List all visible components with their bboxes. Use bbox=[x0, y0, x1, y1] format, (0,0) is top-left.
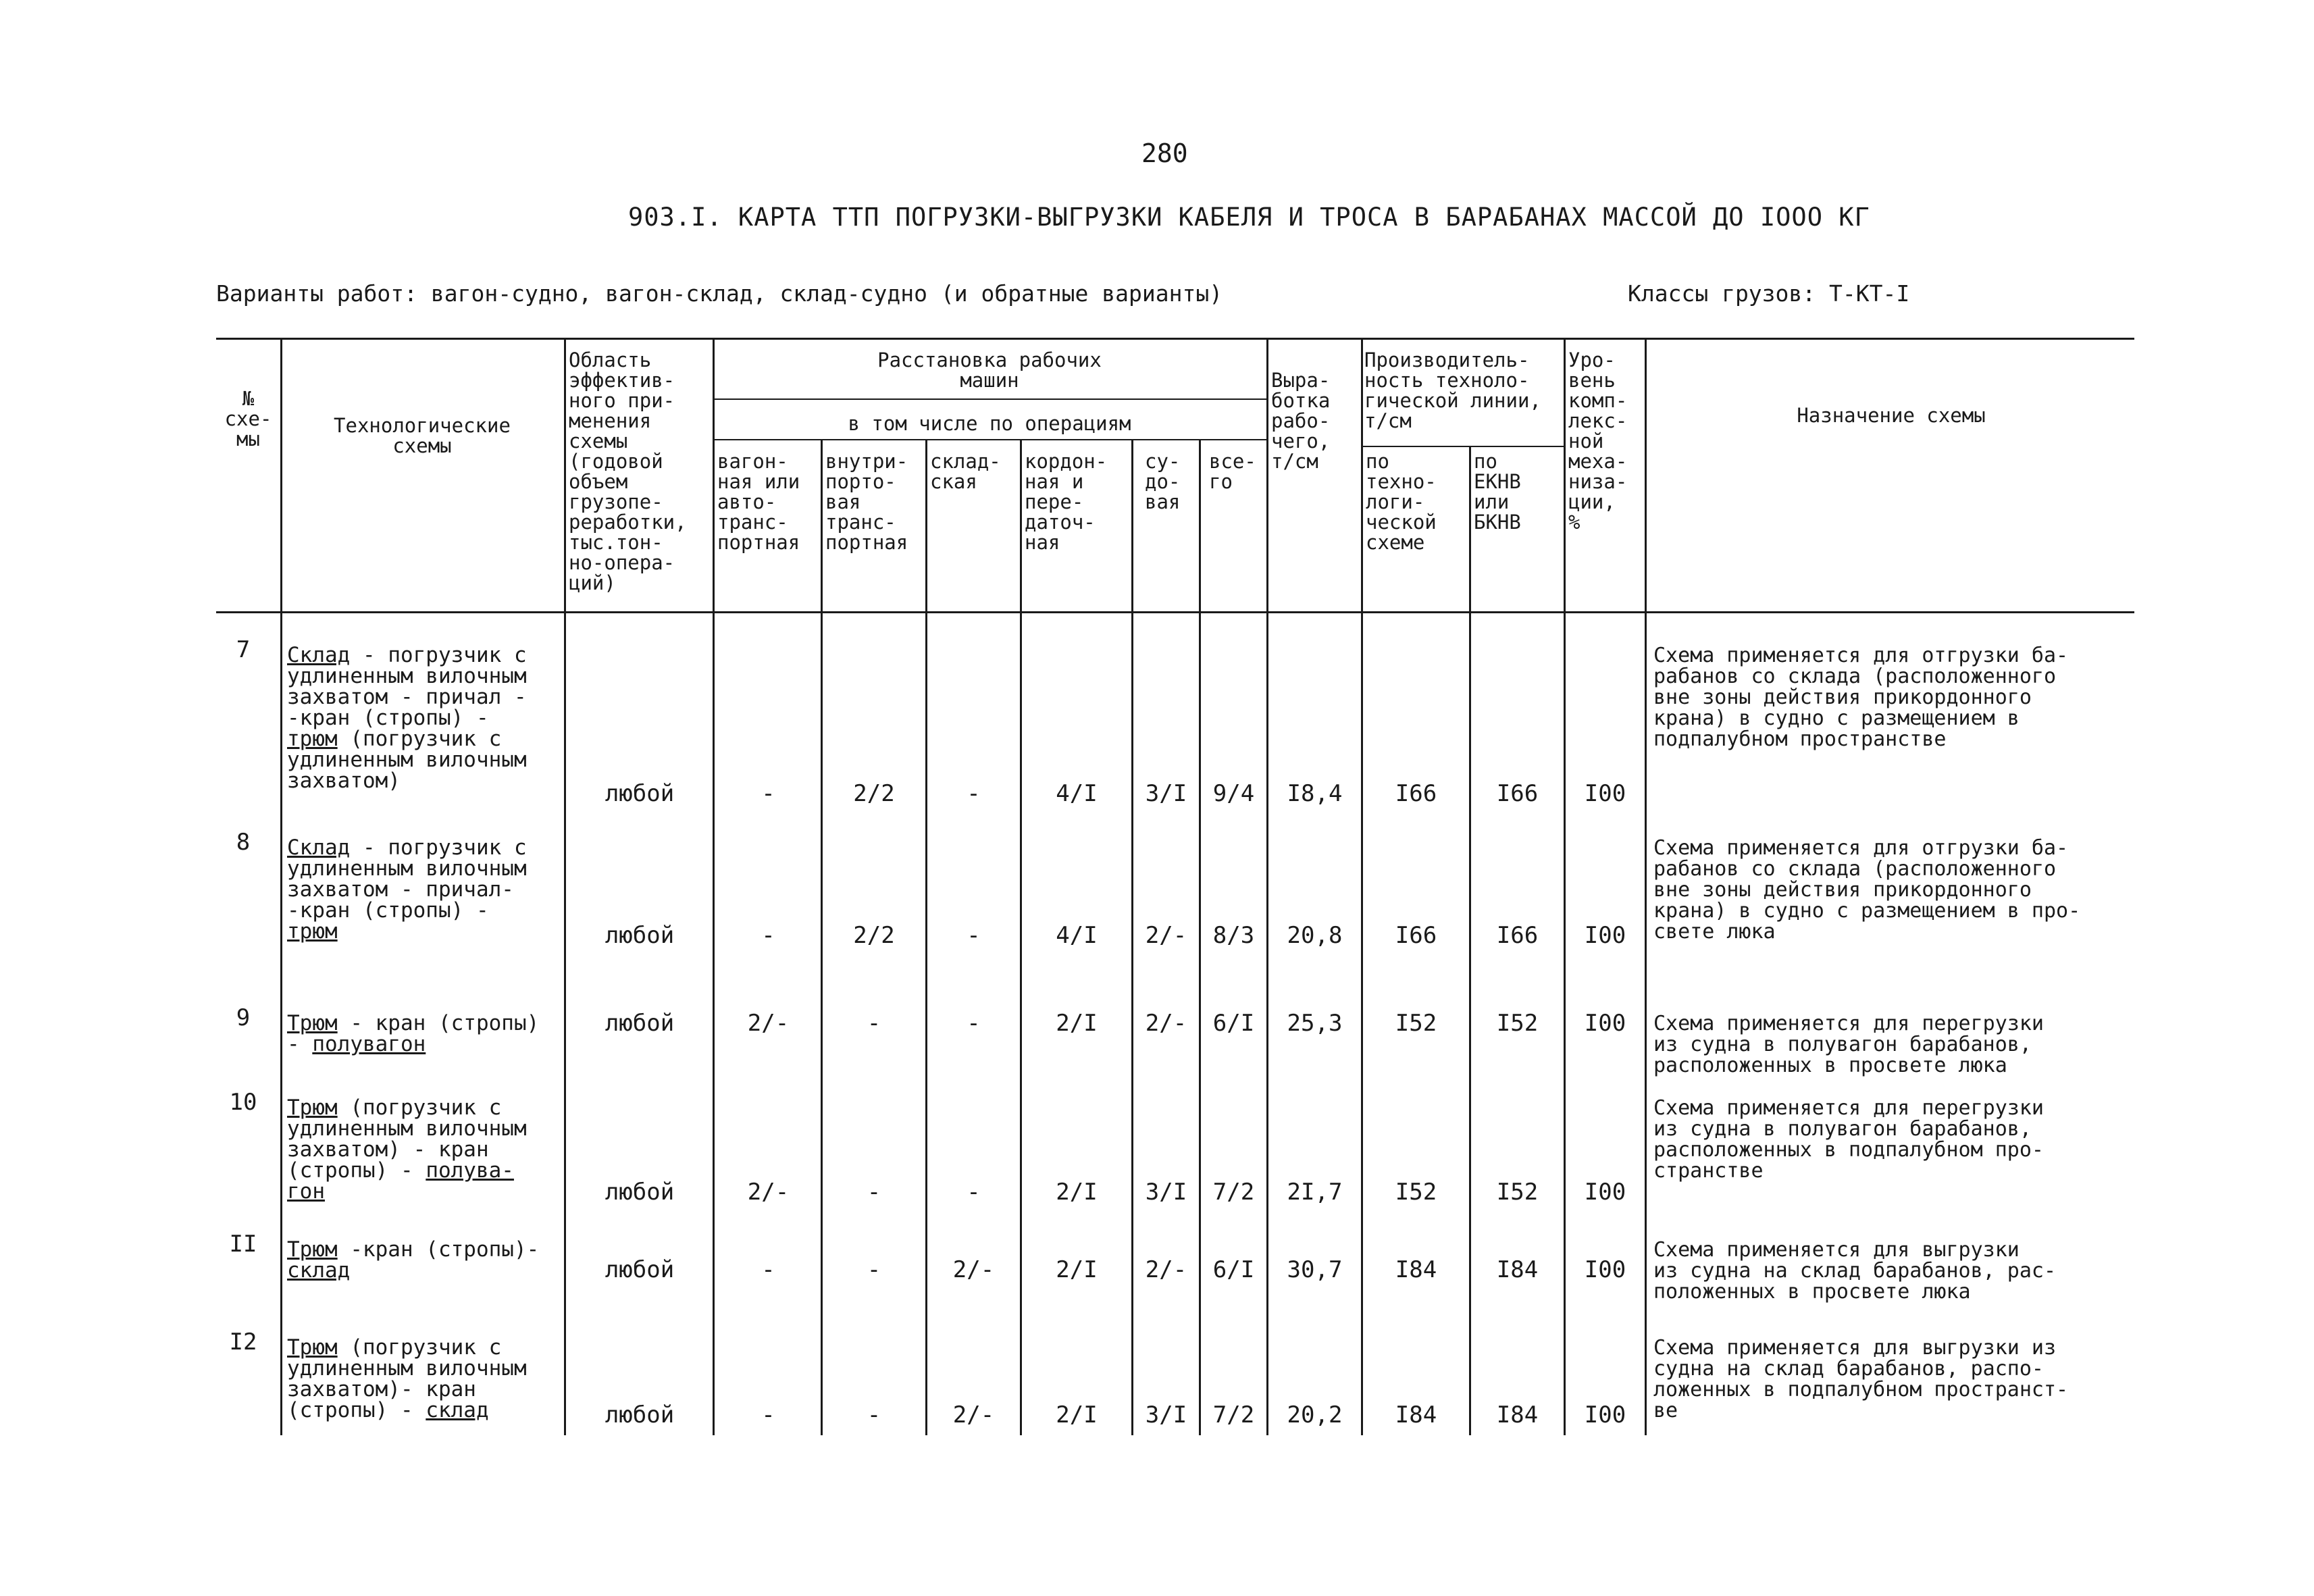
cell-cordon: 2/I bbox=[1056, 1179, 1098, 1206]
cell-worker-output: 20,8 bbox=[1287, 922, 1343, 949]
cell-mechanization-level: I00 bbox=[1584, 1010, 1626, 1037]
scheme-tail-text: трюм bbox=[287, 919, 338, 944]
header-internal-port: внутри- порто- вая транс- портная bbox=[825, 450, 908, 554]
cell-worker-output: I8,4 bbox=[1287, 780, 1343, 807]
cell-warehouse: 2/- bbox=[952, 1401, 995, 1428]
cell-scheme-number: 7 bbox=[236, 636, 251, 663]
cell-worker-output: 2I,7 bbox=[1287, 1179, 1343, 1206]
cell-purpose: Схема применяется для отгрузки ба- рабанов со склада (расположенного вне зоны действия прикордонного крана) в судно с размещением в подпалубном пространстве bbox=[1653, 644, 2069, 751]
cell-purpose: Схема применяется для выгрузки из судна на склад барабанов, рас- положенных в просвете люка bbox=[1653, 1238, 2057, 1304]
cell-warehouse: 2/- bbox=[952, 1256, 995, 1283]
cell-by-eknv: I52 bbox=[1496, 1179, 1539, 1206]
cell-by-scheme: I52 bbox=[1395, 1010, 1437, 1037]
cell-wagon: - bbox=[761, 780, 775, 807]
cell-application-area: любой bbox=[605, 1010, 675, 1037]
cell-warehouse: - bbox=[967, 1010, 981, 1037]
header-ship: су- до- вая bbox=[1145, 450, 1181, 513]
cell-scheme-number: I2 bbox=[229, 1329, 257, 1356]
table-top-rule bbox=[216, 338, 2134, 340]
cell-cordon: 4/I bbox=[1056, 780, 1098, 807]
cell-by-scheme: I66 bbox=[1395, 780, 1437, 807]
scheme-tail-text: склад bbox=[426, 1398, 489, 1422]
scheme-mid-text: - погрузчик с удлиненным вилочным захватом - причал - -кран (стропы) - bbox=[287, 643, 527, 730]
header-cordon: кордон- ная и пере- даточ- ная bbox=[1025, 450, 1108, 554]
cell-tech-scheme bbox=[287, 1098, 564, 1202]
cell-worker-output: 30,7 bbox=[1287, 1256, 1343, 1283]
cell-scheme-number: 8 bbox=[236, 829, 251, 856]
cell-scheme-number: 9 bbox=[236, 1004, 251, 1031]
cell-wagon: 2/- bbox=[747, 1179, 790, 1206]
header-productivity: Производитель- ность техноло- гической линии, т/см bbox=[1364, 349, 1541, 432]
machines-subhead-rule bbox=[713, 398, 1266, 400]
scheme-tail-text: полува- гон bbox=[287, 1158, 514, 1204]
cell-application-area: любой bbox=[605, 1179, 675, 1206]
cell-mechanization-level: I00 bbox=[1584, 1179, 1626, 1206]
cell-by-eknv: I84 bbox=[1496, 1401, 1539, 1428]
cell-by-scheme: I52 bbox=[1395, 1179, 1437, 1206]
cell-ship: 2/- bbox=[1145, 1256, 1187, 1283]
cell-by-eknv: I84 bbox=[1496, 1256, 1539, 1283]
cell-application-area: любой bbox=[605, 922, 675, 949]
cell-mechanization-level: I00 bbox=[1584, 780, 1626, 807]
cell-warehouse: - bbox=[967, 1179, 981, 1206]
cell-by-eknv: I66 bbox=[1496, 922, 1539, 949]
operations-subhead-rule bbox=[713, 439, 1266, 440]
cell-ship: 3/I bbox=[1145, 1401, 1187, 1428]
cell-internal-port: 2/2 bbox=[853, 780, 895, 807]
cell-cordon: 4/I bbox=[1056, 922, 1098, 949]
cell-warehouse: - bbox=[967, 922, 981, 949]
cell-purpose: Схема применяется для перегрузки из судна в полувагон барабанов, расположенных в подпалубном про- странстве bbox=[1653, 1096, 2044, 1183]
cargo-classes: Классы грузов: Т-КТ-I bbox=[1628, 280, 1910, 307]
header-wagon-transport: вагон- ная или авто- транс- портная bbox=[717, 450, 800, 554]
cell-warehouse: - bbox=[967, 780, 981, 807]
header-purpose: Назначение схемы bbox=[1797, 404, 1986, 427]
scheme-end-text: (погрузчик с удлиненным вилочным захватом) bbox=[287, 727, 527, 793]
cell-tech-scheme bbox=[287, 1239, 564, 1281]
page-number: 280 bbox=[1141, 138, 1188, 168]
cell-tech-scheme bbox=[287, 1337, 564, 1421]
cell-tech-scheme bbox=[287, 1013, 564, 1055]
cell-by-scheme: I84 bbox=[1395, 1256, 1437, 1283]
cell-purpose: Схема применяется для перегрузки из судна в полувагон барабанов, расположенных в просвете люка bbox=[1653, 1012, 2044, 1077]
cell-purpose: Схема применяется для отгрузки ба- рабанов со склада (расположенного вне зоны действия прикордонного крана) в судно с размещением в про- свете люка bbox=[1653, 836, 2081, 944]
cell-tech-scheme bbox=[287, 835, 564, 944]
scheme-mid-text: (погрузчик с удлиненным вилочным захватом) - кран (стропы) - bbox=[287, 1096, 527, 1183]
cell-wagon: - bbox=[761, 1401, 775, 1428]
cell-by-scheme: I66 bbox=[1395, 922, 1437, 949]
header-mechanization-level: Уро- вень комп- лекс- ной меха- низа- ции, % bbox=[1568, 349, 1628, 534]
scheme-mid-text: -кран (стропы)- bbox=[350, 1237, 540, 1262]
cell-internal-port: - bbox=[867, 1179, 881, 1206]
col-rule bbox=[713, 338, 715, 1435]
cell-wagon: 2/- bbox=[747, 1010, 790, 1037]
cell-mechanization-level: I00 bbox=[1584, 1401, 1626, 1428]
cell-internal-port: - bbox=[867, 1401, 881, 1428]
header-including-operations: в том числе по операциям bbox=[848, 412, 1131, 435]
scheme-tail-text: полувагон bbox=[312, 1032, 426, 1056]
cell-wagon: - bbox=[761, 922, 775, 949]
cell-by-eknv: I52 bbox=[1496, 1010, 1539, 1037]
cell-ship: 2/- bbox=[1145, 1010, 1187, 1037]
cell-worker-output: 25,3 bbox=[1287, 1010, 1343, 1037]
cell-cordon: 2/I bbox=[1056, 1401, 1098, 1428]
header-total: все- го bbox=[1209, 450, 1256, 493]
col-rule bbox=[1645, 338, 1647, 1435]
scheme-table bbox=[216, 338, 2134, 1435]
cell-mechanization-level: I00 bbox=[1584, 922, 1626, 949]
scheme-tail-text: склад bbox=[287, 1258, 351, 1283]
header-machines: Расстановка рабочих машин bbox=[877, 349, 1102, 392]
cell-total: 8/3 bbox=[1212, 922, 1255, 949]
scheme-lead-text: Склад bbox=[287, 835, 351, 860]
cell-total: 9/4 bbox=[1212, 780, 1255, 807]
cell-application-area: любой bbox=[605, 1256, 675, 1283]
header-scheme-no: № схе- мы bbox=[224, 387, 272, 451]
col-rule bbox=[564, 338, 566, 1435]
header-by-scheme: по техно- логи- ческой схеме bbox=[1366, 450, 1437, 554]
cell-by-scheme: I84 bbox=[1395, 1401, 1437, 1428]
cell-application-area: любой bbox=[605, 1401, 675, 1428]
cell-worker-output: 20,2 bbox=[1287, 1401, 1343, 1428]
work-variants: Варианты работ: вагон-судно, вагон-склад, склад-судно (и обратные варианты) bbox=[216, 280, 1223, 307]
scheme-lead-text: Трюм bbox=[287, 1237, 338, 1262]
cell-total: 7/2 bbox=[1212, 1401, 1255, 1428]
cell-total: 6/I bbox=[1212, 1010, 1255, 1037]
cell-wagon: - bbox=[761, 1256, 775, 1283]
scheme-mid-text: (погрузчик с удлиненным вилочным захватом)- кран (стропы) - bbox=[287, 1335, 527, 1422]
header-by-eknv: по ЕКНВ или БКНВ bbox=[1474, 450, 1521, 534]
scheme-mid-text: - кран (стропы) - bbox=[287, 1011, 540, 1056]
scheme-mid-text: - погрузчик с удлиненным вилочным захватом - причал- -кран (стропы) - bbox=[287, 835, 527, 923]
scheme-lead-text: Трюм bbox=[287, 1335, 338, 1360]
document-title: 903.I. КАРТА ТТП ПОГРУЗКИ-ВЫГРУЗКИ КАБЕЛЯ И ТРОСА В БАРАБАНАХ МАССОЙ ДО IOOO КГ bbox=[628, 203, 1870, 232]
cell-cordon: 2/I bbox=[1056, 1256, 1098, 1283]
header-application-area: Область эффектив- ного при- менения схемы (годовой объем грузопе- реработки, тыс.тон- но-опера- ций) bbox=[569, 349, 687, 594]
scheme-lead-text: Трюм bbox=[287, 1011, 338, 1035]
header-tech-schemes: Технологические схемы bbox=[334, 414, 511, 457]
cell-by-eknv: I66 bbox=[1496, 780, 1539, 807]
header-warehouse: склад- ская bbox=[930, 450, 1001, 493]
cell-tech-scheme bbox=[287, 645, 564, 792]
cell-ship: 2/- bbox=[1145, 922, 1187, 949]
cell-purpose: Схема применяется для выгрузки из судна на склад барабанов, распо- ложенных в подпалубном пространст- ве bbox=[1653, 1336, 2069, 1422]
productivity-subhead-rule bbox=[1361, 446, 1564, 447]
cell-application-area: любой bbox=[605, 780, 675, 807]
scheme-lead-text: Склад bbox=[287, 643, 351, 667]
cell-internal-port: - bbox=[867, 1256, 881, 1283]
header-bottom-rule bbox=[216, 611, 2134, 613]
cell-mechanization-level: I00 bbox=[1584, 1256, 1626, 1283]
cell-ship: 3/I bbox=[1145, 1179, 1187, 1206]
header-worker-output: Выра- ботка рабо- чего, т/см bbox=[1271, 369, 1331, 473]
scheme-lead-text: Трюм bbox=[287, 1096, 338, 1120]
col-rule bbox=[280, 338, 282, 1435]
cell-cordon: 2/I bbox=[1056, 1010, 1098, 1037]
cell-internal-port: 2/2 bbox=[853, 922, 895, 949]
cell-scheme-number: II bbox=[229, 1231, 257, 1258]
cell-internal-port: - bbox=[867, 1010, 881, 1037]
cell-scheme-number: 10 bbox=[229, 1089, 257, 1116]
cell-ship: 3/I bbox=[1145, 780, 1187, 807]
cell-total: 6/I bbox=[1212, 1256, 1255, 1283]
scheme-tail-text: трюм bbox=[287, 727, 338, 751]
cell-total: 7/2 bbox=[1212, 1179, 1255, 1206]
